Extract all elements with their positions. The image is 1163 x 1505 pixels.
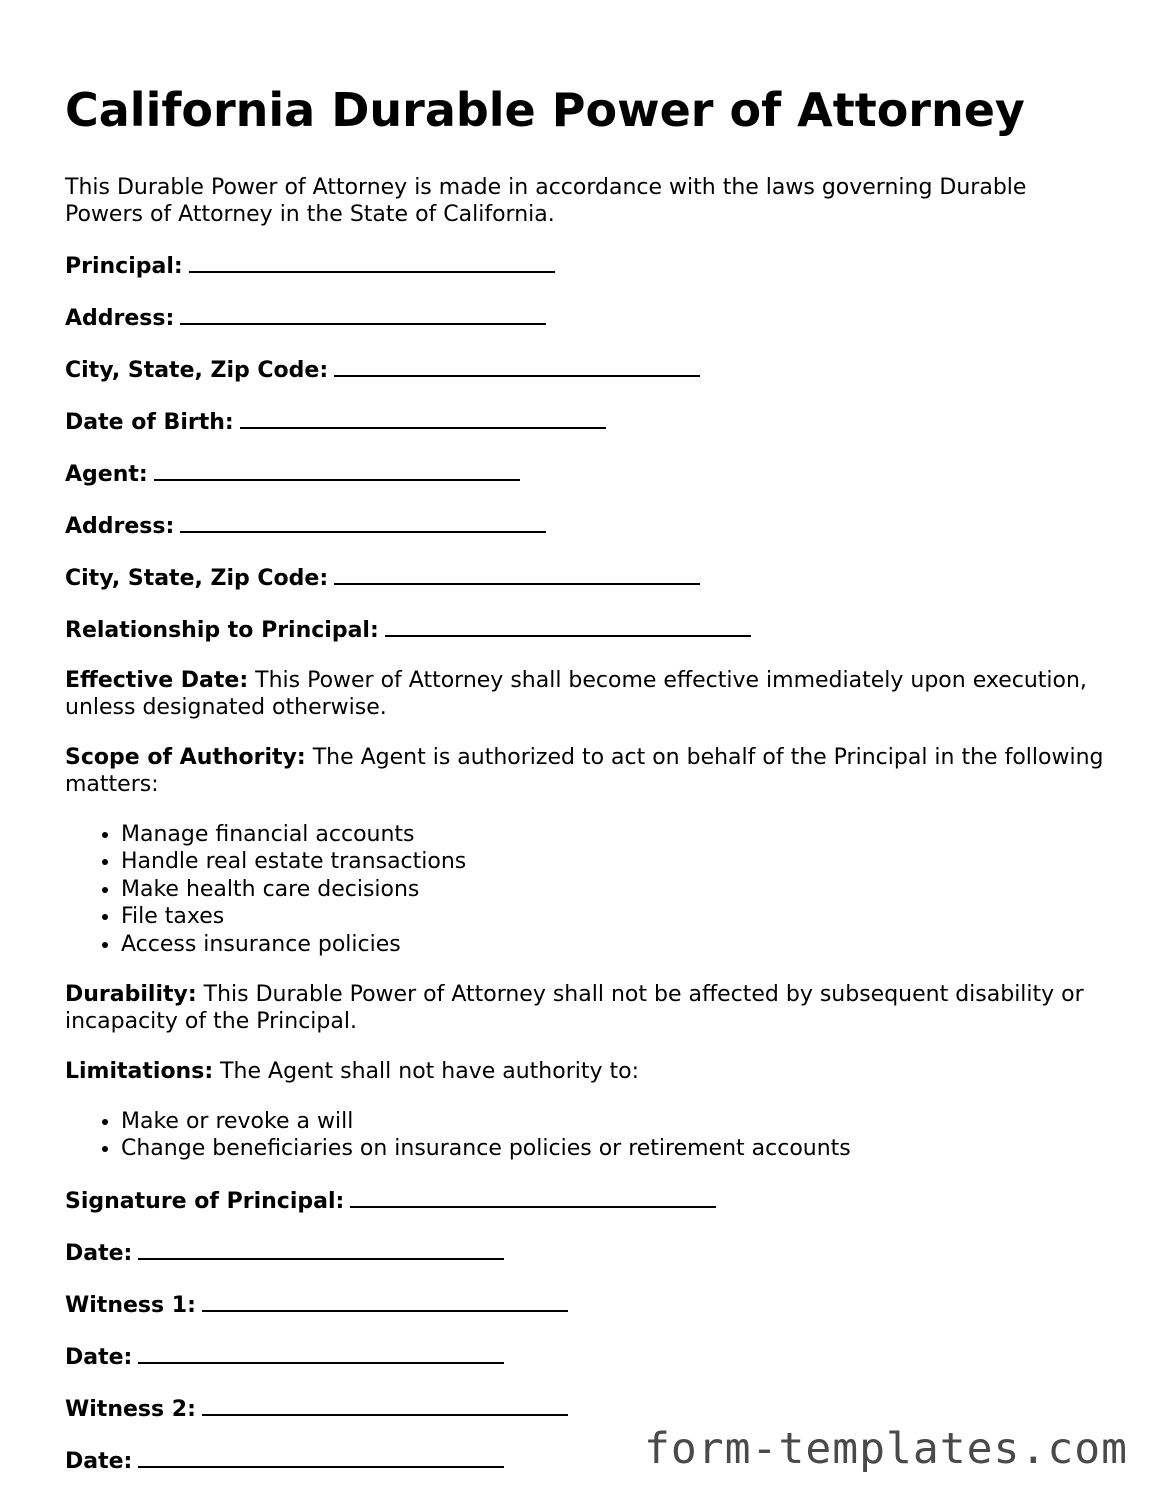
- field-witness-2: [65, 1394, 1105, 1423]
- scope-list: [65, 821, 1105, 958]
- intro-paragraph: This Durable Power of Attorney is made in accordance with the laws governing Durable Powers of Attorney in the State of California.: [65, 175, 1027, 227]
- field-date-principal: [65, 1238, 1105, 1267]
- field-label: Date:: [65, 1344, 133, 1370]
- field-label: Address:: [65, 306, 175, 331]
- list-item: • Manage financial accounts: [121, 821, 1105, 848]
- effective-date-paragraph: [65, 667, 1105, 721]
- blank-line[interactable]: [138, 1446, 504, 1468]
- paragraph-label: Scope of Authority:: [65, 745, 306, 770]
- blank-line[interactable]: [138, 1342, 504, 1364]
- blank-line[interactable]: [350, 1186, 716, 1208]
- field-date-of-birth: [65, 407, 1105, 436]
- field-agent-city-state-zip: [65, 563, 1105, 592]
- paragraph-text: The Agent is authorized to act on behalf of the Principal in the following matters:: [65, 745, 1104, 797]
- blank-line[interactable]: [180, 303, 546, 325]
- field-label: Signature of Principal:: [65, 1188, 345, 1214]
- blank-line[interactable]: [240, 407, 606, 429]
- durability-paragraph: [65, 981, 1105, 1035]
- field-label: Date of Birth:: [65, 410, 234, 435]
- blank-line[interactable]: [334, 563, 700, 585]
- blank-line[interactable]: [334, 355, 700, 377]
- blank-line[interactable]: [202, 1394, 568, 1416]
- field-label: City, State, Zip Code:: [65, 566, 329, 591]
- field-date-witness-1: [65, 1342, 1105, 1371]
- list-item: • Make or revoke a will: [121, 1108, 1105, 1135]
- document-title: California Durable Power of Attorney: [65, 83, 1025, 137]
- field-agent-address: [65, 511, 1105, 540]
- paragraph-text: This Durable Power of Attorney shall not be affected by subsequent disability or incapacity of the Principal.: [65, 982, 1084, 1035]
- field-label: Principal:: [65, 254, 183, 279]
- paragraph-label: Limitations:: [65, 1059, 214, 1085]
- blank-line[interactable]: [138, 1238, 504, 1260]
- paragraph-text: The Agent shall not have authority to:: [213, 1059, 639, 1085]
- field-label: Address:: [65, 514, 175, 539]
- field-label: Relationship to Principal:: [65, 618, 379, 643]
- field-principal-city-state-zip: [65, 355, 1105, 384]
- field-signature-principal: [65, 1186, 1105, 1215]
- field-agent: [65, 459, 1105, 488]
- list-item: • Make health care decisions: [121, 876, 1105, 903]
- field-label: Date:: [65, 1240, 133, 1266]
- list-item: • Handle real estate transactions: [121, 848, 1105, 875]
- field-label: City, State, Zip Code:: [65, 358, 329, 383]
- blank-line[interactable]: [180, 511, 546, 533]
- list-item: • Access insurance policies: [121, 931, 1105, 958]
- field-label: Agent:: [65, 462, 148, 487]
- blank-line[interactable]: [189, 251, 555, 273]
- watermark: form-templates.com: [644, 1424, 1128, 1474]
- field-witness-1: [65, 1290, 1105, 1319]
- paragraph-label: Durability:: [65, 982, 197, 1008]
- blank-line[interactable]: [385, 615, 751, 637]
- field-label: Witness 2:: [65, 1396, 196, 1422]
- paragraph-label: Effective Date:: [65, 668, 249, 693]
- field-principal-address: [65, 303, 1105, 332]
- list-item: • File taxes: [121, 903, 1105, 930]
- paragraph-text: This Power of Attorney shall become effective immediately upon execution, unless designated otherwise.: [65, 668, 1087, 720]
- limitations-paragraph: [65, 1058, 1105, 1085]
- field-label: Witness 1:: [65, 1292, 196, 1318]
- limitations-list: [65, 1108, 1105, 1163]
- blank-line[interactable]: [202, 1290, 568, 1312]
- scope-paragraph: [65, 744, 1105, 798]
- field-relationship: [65, 615, 1105, 644]
- document-page: [65, 80, 1105, 1498]
- blank-line[interactable]: [154, 459, 520, 481]
- list-item: • Change beneficiaries on insurance policies or retirement accounts: [121, 1135, 1105, 1162]
- field-label: Date:: [65, 1448, 133, 1474]
- field-principal: [65, 251, 1105, 280]
